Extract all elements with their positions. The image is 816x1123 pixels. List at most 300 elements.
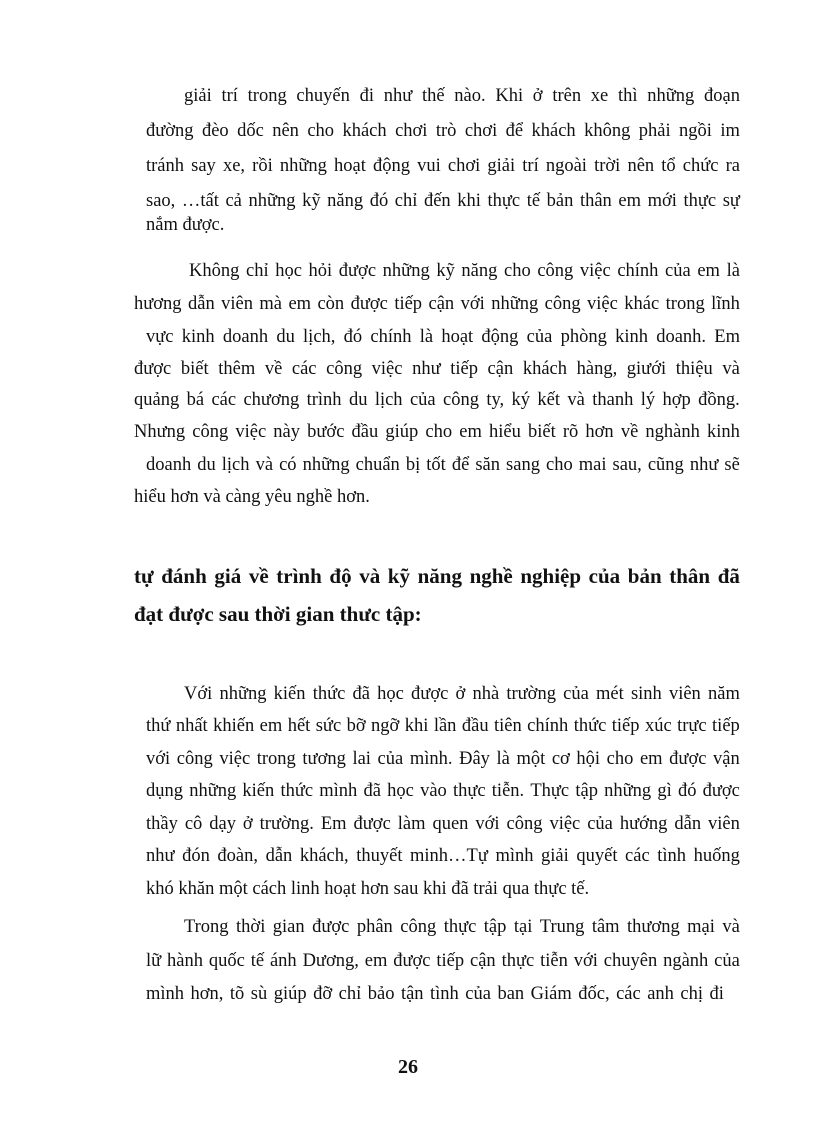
word: cận — [470, 951, 496, 971]
word: rõ — [562, 422, 579, 442]
word: bản — [546, 191, 574, 211]
word: đỡ — [313, 984, 333, 1004]
word: đó — [369, 191, 389, 211]
word: ngoài — [545, 156, 587, 176]
word: như — [412, 359, 441, 379]
word: cả — [225, 191, 242, 211]
word: chuẩn — [355, 455, 400, 475]
word: đèo — [201, 121, 229, 141]
word: gì — [657, 781, 672, 801]
word: tõ — [229, 984, 245, 1004]
word: kinh — [615, 327, 648, 347]
word: đã — [352, 684, 370, 704]
word: những — [491, 294, 539, 314]
word: vui — [417, 156, 441, 176]
word: tiếp — [450, 359, 478, 379]
word: mình — [495, 846, 534, 866]
word: kỹ — [387, 564, 410, 588]
word: …tất — [181, 191, 219, 211]
word: quen — [432, 814, 469, 834]
word: Giám — [530, 984, 572, 1004]
word: như — [689, 455, 719, 475]
word: cũng — [647, 455, 684, 475]
word: đó — [677, 781, 697, 801]
word: những — [248, 191, 296, 211]
word: phải — [638, 121, 671, 141]
word: khi — [457, 191, 481, 211]
word: rồi — [252, 156, 273, 176]
word: viên — [221, 294, 253, 314]
paragraph-line — [146, 811, 740, 837]
word: những — [604, 781, 652, 801]
word: thuyết — [356, 846, 403, 866]
word: chơi — [395, 121, 428, 141]
word: ban — [497, 984, 525, 1004]
word: ở — [455, 684, 466, 704]
word: và — [567, 390, 585, 410]
word: vận — [713, 749, 740, 769]
word: về — [620, 422, 639, 442]
word: tiếp — [712, 716, 740, 736]
word: với — [146, 749, 171, 769]
word: mình — [146, 984, 185, 1004]
word: em — [618, 191, 641, 211]
word: nghiệp — [520, 564, 582, 588]
word: khách, — [299, 846, 349, 866]
word: cho — [545, 455, 573, 475]
section-heading-line-2: đạt được sau thời gian thưc tập: — [134, 602, 422, 626]
word: và — [722, 917, 740, 937]
word: để — [451, 455, 470, 475]
word: tương — [302, 749, 346, 769]
word: chương — [243, 390, 300, 410]
word: em — [459, 422, 482, 442]
paragraph-line: khó khăn một cách linh hoạt hơn sau khi đã trải qua thực tế. — [146, 879, 590, 899]
word: ra — [725, 156, 740, 176]
paragraph-line — [134, 419, 740, 445]
word: tiếp — [436, 951, 465, 971]
word: chỉ — [394, 191, 418, 211]
paragraph-line — [146, 188, 740, 214]
word: được — [669, 749, 707, 769]
word: tiên — [494, 716, 522, 736]
word: hết — [287, 716, 311, 736]
word: em — [259, 716, 283, 736]
word: ánh — [269, 951, 297, 971]
word: chuyên — [603, 951, 658, 971]
word: quốc — [208, 951, 245, 971]
word: thức — [573, 716, 607, 736]
word: kinh — [181, 327, 215, 347]
paragraph-line: nắm được. — [146, 215, 225, 235]
word: các — [625, 846, 650, 866]
word: quyết — [576, 846, 618, 866]
word: trực — [677, 716, 707, 736]
word: để — [505, 121, 524, 141]
word: chỉ — [338, 984, 362, 1004]
word: về — [248, 564, 269, 588]
section-heading-line-1 — [134, 562, 740, 590]
word: chuyến — [296, 86, 350, 106]
word: vào — [420, 781, 447, 801]
word: các — [616, 984, 641, 1004]
word: viên — [668, 684, 701, 704]
word: sao, — [146, 191, 176, 211]
word: đã — [717, 564, 740, 588]
word: du — [348, 390, 368, 410]
word: giúp — [273, 984, 307, 1004]
word: du — [197, 455, 216, 475]
word: ở — [532, 86, 543, 106]
word: năm — [707, 684, 740, 704]
word: của — [526, 327, 553, 347]
word: lý — [640, 390, 656, 410]
word: công — [506, 814, 543, 834]
word: khác — [624, 294, 660, 314]
word: dẫn — [265, 846, 293, 866]
word: được — [312, 917, 350, 937]
word: doanh. — [656, 327, 707, 347]
word: tập — [575, 781, 598, 801]
word: của — [563, 684, 589, 704]
word: những — [647, 86, 695, 106]
word: hiểu — [488, 422, 521, 442]
paragraph-line — [134, 291, 740, 317]
word: lịch, — [303, 327, 336, 347]
word: đánh — [161, 564, 207, 588]
word: sang — [506, 455, 540, 475]
word: việc — [371, 359, 403, 379]
word: bản — [627, 564, 662, 588]
word: của — [377, 749, 404, 769]
word: như — [383, 86, 413, 106]
word: đó — [343, 327, 363, 347]
word: học — [387, 781, 414, 801]
word: hương — [134, 294, 182, 314]
word: trường — [506, 684, 556, 704]
word: cận — [487, 359, 514, 379]
word: việc — [549, 814, 581, 834]
word: việc — [579, 261, 611, 281]
word: phân — [356, 917, 393, 937]
word: nào. — [454, 86, 486, 106]
word: sẽ — [724, 455, 740, 475]
word: tiếp — [394, 294, 423, 314]
word: đoạn — [703, 86, 740, 106]
word: được — [134, 359, 172, 379]
paragraph-line — [189, 258, 740, 284]
paragraph-line — [146, 153, 740, 179]
word: nhất — [175, 716, 208, 736]
word: được — [393, 951, 431, 971]
word: tình — [430, 984, 459, 1004]
page-number: 26 — [398, 1056, 418, 1078]
word: hơn — [585, 422, 614, 442]
word: công — [537, 261, 574, 281]
word: tại — [513, 917, 533, 937]
word: nghề — [469, 564, 513, 588]
word: bước — [307, 422, 345, 442]
word: và — [359, 564, 381, 588]
word: cơ — [551, 749, 570, 769]
word: thời — [236, 917, 266, 937]
word: Nhưng — [134, 422, 186, 442]
paragraph-line — [184, 914, 740, 940]
word: còn — [317, 294, 345, 314]
word: của — [409, 390, 436, 410]
word: chị — [680, 984, 704, 1004]
word: với — [573, 951, 598, 971]
paragraph-line — [146, 948, 740, 974]
word: tránh — [146, 156, 185, 176]
word: những — [382, 261, 430, 281]
word: của — [714, 951, 740, 971]
word: biết — [527, 422, 556, 442]
word: chính — [527, 716, 569, 736]
word: nên — [627, 156, 655, 176]
word: ký — [511, 390, 531, 410]
word: những — [302, 455, 350, 475]
word: các — [291, 359, 317, 379]
paragraph-line — [146, 746, 740, 772]
word: Khi — [495, 86, 524, 106]
word: lịch — [221, 455, 250, 475]
word: trường. — [259, 814, 314, 834]
word: doanh — [222, 327, 269, 347]
word: công — [544, 294, 581, 314]
word: hợp — [662, 390, 691, 410]
word: em — [364, 951, 388, 971]
word: hàng, — [576, 359, 618, 379]
word: việc — [219, 749, 251, 769]
word: đến — [423, 191, 451, 211]
word: khách — [522, 359, 568, 379]
word: khách — [531, 121, 576, 141]
paragraph-line — [134, 356, 740, 382]
word: sinh — [630, 684, 662, 704]
word: như — [146, 846, 175, 866]
word: nhà — [472, 684, 500, 704]
word: thực — [501, 951, 535, 971]
word: lĩnh — [711, 294, 740, 314]
word: cho — [606, 749, 634, 769]
word: những — [189, 781, 237, 801]
word: sau, — [612, 455, 642, 475]
word: hành — [167, 951, 204, 971]
word: minh…Tự — [410, 846, 488, 866]
word: thực — [452, 781, 486, 801]
word: gian — [272, 917, 305, 937]
word: say — [191, 156, 216, 176]
word: và — [722, 359, 740, 379]
word: tiễn. — [491, 781, 525, 801]
word: cho — [425, 422, 453, 442]
word: tiễn — [540, 951, 568, 971]
word: chỉ — [245, 261, 269, 281]
word: công — [176, 749, 213, 769]
word: kỹ — [302, 191, 321, 211]
paragraph-line — [134, 387, 740, 413]
word: kiến — [242, 781, 275, 801]
word: quảng — [134, 390, 180, 410]
paragraph-line — [146, 118, 740, 144]
word: hơn, — [190, 984, 224, 1004]
word: được — [338, 261, 377, 281]
word: tình — [657, 846, 687, 866]
word: với — [475, 814, 500, 834]
word: Đây — [459, 749, 490, 769]
word: cho — [504, 261, 531, 281]
word: ngành — [663, 951, 709, 971]
word: nên — [272, 121, 299, 141]
word: chính — [617, 261, 659, 281]
word: là — [726, 261, 740, 281]
word: dụng — [146, 781, 183, 801]
word: hỏi — [308, 261, 333, 281]
word: thực — [487, 191, 521, 211]
word: giải — [541, 846, 569, 866]
word: đầu — [351, 422, 379, 442]
word: trình — [276, 564, 322, 588]
word: tốt — [426, 455, 446, 475]
word: xúc — [644, 716, 672, 736]
word: khách — [342, 121, 387, 141]
word: được — [353, 814, 391, 834]
word: cận — [428, 294, 455, 314]
word: về — [264, 359, 283, 379]
word: ngồi — [679, 121, 712, 141]
word: tập — [483, 917, 507, 937]
word: làm — [397, 814, 426, 834]
word: doanh — [146, 455, 192, 475]
word: tiếp — [611, 716, 640, 736]
word: năng — [327, 191, 364, 211]
word: của — [465, 984, 491, 1004]
word: kinh — [707, 422, 740, 442]
word: trình — [306, 390, 342, 410]
word: không — [584, 121, 631, 141]
word: Không — [189, 261, 240, 281]
word: việc — [587, 294, 618, 314]
word: kết — [537, 390, 561, 410]
word: ngỡ — [371, 716, 400, 736]
word: năng — [461, 261, 498, 281]
word: tận — [400, 984, 424, 1004]
word: em — [288, 294, 312, 314]
word: mét — [596, 684, 624, 704]
word: thầy — [146, 814, 178, 834]
word: tế — [526, 191, 541, 211]
word: đã — [363, 781, 381, 801]
word: kiến — [273, 684, 306, 704]
word: tế — [250, 951, 265, 971]
word: cho — [307, 121, 335, 141]
word: tự — [134, 564, 154, 588]
word: săn — [475, 455, 500, 475]
word: trí — [221, 86, 238, 106]
word: du — [276, 327, 295, 347]
word: giúp — [385, 422, 419, 442]
word: đoàn, — [217, 846, 258, 866]
word: đi — [359, 86, 374, 106]
word: hoạt — [441, 327, 474, 347]
word: động — [372, 156, 410, 176]
word: giải — [487, 156, 516, 176]
word: Em — [320, 814, 347, 834]
paragraph-line — [146, 324, 740, 350]
word: kỹ — [436, 261, 455, 281]
word: Trong — [184, 917, 229, 937]
word: ở — [242, 814, 253, 834]
word: thực — [443, 917, 477, 937]
word: anh — [647, 984, 674, 1004]
word: Trung — [539, 917, 585, 937]
word: sự — [722, 191, 740, 211]
word: xe — [590, 86, 609, 106]
word: giá — [214, 564, 242, 588]
word: bảo — [367, 984, 395, 1004]
word: bá — [186, 390, 205, 410]
paragraph-line — [146, 778, 740, 804]
word: dẫn — [187, 294, 215, 314]
word: công — [400, 917, 437, 937]
word: sức — [315, 716, 342, 736]
word: tổ — [661, 156, 676, 176]
word: giưới — [626, 359, 667, 379]
word: một — [516, 749, 546, 769]
word: hoạt — [334, 156, 366, 176]
paragraph-line: hiểu hơn và càng yêu nghề hơn. — [134, 487, 370, 507]
word: em — [697, 261, 720, 281]
word: đường — [146, 121, 194, 141]
word: của — [587, 814, 613, 834]
word: thêm — [218, 359, 256, 379]
word: được — [411, 684, 449, 704]
word: huống — [693, 846, 740, 866]
word: trời — [594, 156, 621, 176]
word: chơi — [447, 156, 481, 176]
word: chơi — [464, 121, 498, 141]
word: Thực — [530, 781, 570, 801]
word: lữ — [146, 951, 162, 971]
word: trí — [522, 156, 539, 176]
word: những — [219, 684, 267, 704]
word: việc — [235, 422, 267, 442]
word: được — [350, 294, 388, 314]
word: Với — [184, 684, 213, 704]
word: công — [326, 359, 363, 379]
word: là — [419, 327, 434, 347]
word: trong — [256, 749, 296, 769]
word: những — [279, 156, 327, 176]
word: Dương, — [302, 951, 359, 971]
paragraph-line — [146, 452, 740, 478]
word: đi — [709, 984, 724, 1004]
word: im — [720, 121, 740, 141]
word: mại — [687, 917, 715, 937]
word: trong — [247, 86, 287, 106]
word: hội — [576, 749, 601, 769]
word: khi — [404, 716, 429, 736]
word: lần — [433, 716, 457, 736]
word: thân — [669, 564, 711, 588]
word: bỡ — [346, 716, 366, 736]
word: xe, — [222, 156, 246, 176]
word: lai — [352, 749, 371, 769]
word: công — [192, 422, 229, 442]
word: đốc, — [578, 984, 610, 1004]
word: em — [639, 749, 663, 769]
